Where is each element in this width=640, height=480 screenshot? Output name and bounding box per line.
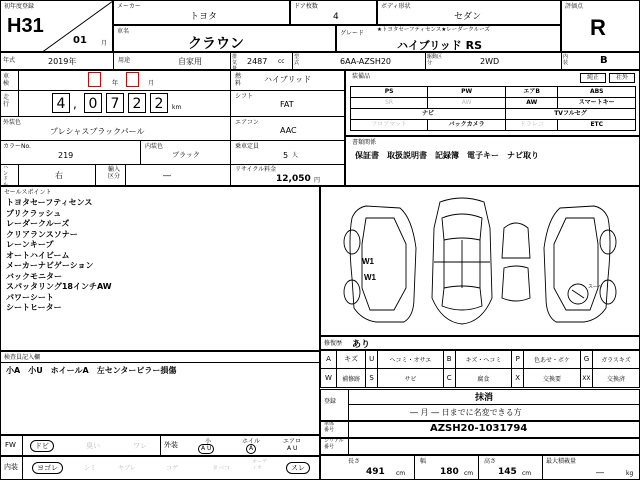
legend-desc: 交換済 (592, 369, 639, 388)
sales-item: クリアランスソナー (6, 229, 78, 239)
sales-item: スパッタリング18インチAW (6, 282, 112, 291)
len-value: 491 (366, 467, 385, 477)
mileage-digit: 2 (150, 93, 168, 113)
year-month: 01 (73, 35, 87, 46)
legend-key: C (443, 369, 455, 388)
inspector-label: 検査員記入欄 (4, 354, 41, 361)
maker-cell (113, 0, 290, 25)
model-value: 6AA-AZSH20 (340, 57, 392, 66)
hei-label: 高さ (484, 458, 497, 465)
fw-ext-top: 小 (205, 438, 212, 445)
equip-ps: PS (351, 87, 428, 98)
fuel-value: ハイブリッド (264, 75, 312, 84)
legend-key: U (366, 350, 378, 369)
mileage-digit: 0 (84, 93, 102, 113)
documents-box (345, 136, 640, 186)
equip-navi: ナビ (351, 109, 506, 120)
ac-value: AAC (280, 126, 297, 135)
cc-label: 排気量 (232, 54, 238, 72)
mileage-digit: 2 (128, 93, 146, 113)
capacity-value: 5 (283, 151, 289, 160)
inspection-month-unit: 月 (148, 80, 155, 87)
cc-value: 2487 (247, 57, 268, 66)
equipment-table (350, 86, 636, 131)
sales-item: レーンキープ (6, 240, 54, 249)
sales-item: シートヒーター (6, 303, 62, 312)
score-label: 評価点 (565, 3, 584, 10)
int-item: ヨゴレ (32, 462, 63, 474)
year-cell (0, 0, 113, 52)
registration-label: 登録 (324, 398, 337, 405)
year-era: H31 (7, 15, 44, 37)
year-diagonal (1, 1, 114, 53)
int-item: オーディオ (252, 459, 268, 471)
hei-value: 145 (498, 467, 517, 477)
nenshiki-value: 2019年 (48, 57, 77, 66)
wid-value: 180 (440, 467, 459, 477)
handle-value: 右 (55, 171, 63, 180)
equip-aw-off: AW (428, 98, 506, 109)
int-item: スレ (286, 462, 310, 474)
body-cell (377, 0, 561, 25)
load-value: ― (596, 468, 604, 477)
equip-pw: PW (428, 87, 506, 98)
int-color-label: 内装色 (145, 143, 164, 150)
repair-label: 修復歴 (324, 340, 343, 347)
chassis-value: AZSH20-1031794 (430, 423, 528, 434)
sales-item: レーダークルーズ (6, 219, 70, 228)
mileage-unit: km (172, 104, 182, 111)
legend-key: P (512, 350, 524, 369)
inspection-month-box[interactable] (126, 72, 139, 87)
fw-ext-bot: A U (287, 445, 298, 452)
legend-key: W (321, 369, 337, 388)
drive-label: 駆動区分 (427, 54, 443, 66)
mileage-digit: 4 (52, 93, 70, 113)
equip-genuine: 純正 (580, 73, 606, 83)
int-color-value: ブラック (172, 151, 200, 159)
use-label: 用途 (118, 57, 131, 64)
inspection-label: 車検 (3, 73, 10, 87)
fuel-label: 燃料 (235, 73, 242, 87)
colorno-label: カラーNo. (3, 143, 31, 150)
interior-label: 内装 (563, 54, 569, 66)
chassis-label: 車体番号 (324, 421, 335, 433)
carname-value: クラウン (188, 36, 244, 52)
inspector-notes: 小A 小U ホイールA 左センターピラー損傷 (6, 366, 177, 375)
exterior-label: 外装色 (3, 119, 22, 126)
cc-unit: cc (278, 58, 285, 65)
load-unit: kg (626, 470, 634, 477)
mileage-label: 走行 (3, 94, 10, 108)
legend-key: B (443, 350, 455, 369)
legend-desc: キズ・ヘコミ (455, 350, 512, 369)
serial-box (320, 438, 640, 455)
doors-value: 4 (333, 12, 339, 22)
equip-aw: AW (505, 98, 558, 109)
sales-item: オートハイビーム (6, 250, 70, 260)
grade-value: ハイブリッド RS (397, 39, 483, 52)
legend-key: A (321, 350, 337, 369)
carname-label: 車名 (117, 28, 130, 35)
recycle-label: リサイクル料金 (235, 166, 277, 173)
grade-label: グレード (340, 30, 365, 37)
score-cell (561, 0, 640, 52)
nenshiki-label: 年式 (3, 57, 16, 64)
use-value: 自家用 (178, 57, 202, 66)
equipment-label: 装備品 (352, 73, 371, 80)
inspection-year-box[interactable] (88, 72, 101, 87)
inspection-year-unit: 年 (112, 80, 119, 87)
sales-item: パワーシート (6, 292, 54, 302)
row-year (0, 52, 640, 70)
maker-value: トヨタ (190, 12, 218, 22)
doors-cell (290, 0, 377, 25)
legend-desc: ヘコミ・オサエ (378, 350, 444, 369)
int-item: タバコ (212, 465, 230, 472)
equip-etc: ETC (558, 120, 636, 131)
documents-label: 書類関係 (352, 139, 377, 146)
damage-legend (320, 349, 640, 388)
wid-label: 幅 (420, 458, 427, 465)
shift-value: FAT (280, 100, 294, 109)
maker-label: メーカー (117, 3, 141, 10)
doors-label: ドア枚数 (294, 3, 318, 10)
legend-key: G (580, 350, 592, 369)
equip-tv: TVフルセグ (505, 109, 635, 120)
legend-desc: 交換要 (524, 369, 581, 388)
mileage-sep: , (73, 97, 77, 111)
model-label: 型式 (294, 54, 300, 66)
month-unit: 月 (101, 40, 108, 47)
exterior-value: プレシャスブラックパール (50, 127, 145, 136)
damage-mark: W1 (362, 257, 374, 266)
body-value: セダン (454, 12, 482, 22)
serial-label: シリアル番号 (324, 438, 344, 450)
fw-ext-bot: A U (198, 444, 214, 454)
fw-item: ドビ (30, 440, 54, 452)
legend-key: XX (580, 369, 592, 388)
colorno-value: 219 (58, 151, 74, 160)
carname-cell (113, 25, 336, 52)
sales-item: バックモニター (6, 271, 62, 281)
year-label: 初年度登録 (4, 3, 35, 10)
documents-items: 保証書 取扱説明書 記録簿 電子キー ナビ取り (355, 151, 539, 160)
sales-list (6, 198, 112, 314)
fw-item: ワレ (133, 442, 147, 450)
inspector-box (0, 351, 320, 435)
equip-airbag: エアB (505, 87, 558, 98)
interior-row-label: 内装 (4, 463, 18, 471)
equip-abs: ABS (558, 87, 636, 98)
fw-ext-top: エアロ (283, 438, 302, 445)
load-label: 最大積載量 (546, 458, 577, 465)
equip-backcam: バックカメラ (428, 120, 506, 131)
handle-label: ハンドル (3, 165, 9, 188)
equip-sr: SR (351, 98, 428, 109)
shift-label: シフト (235, 93, 254, 100)
int-item: シミ (84, 465, 97, 472)
int-item: コゲ (166, 465, 179, 472)
equip-dashcam: ドラレコ (505, 120, 558, 131)
damage-mark: W1 (364, 273, 376, 282)
car-diagram (322, 188, 638, 334)
fw-label: FW (5, 441, 16, 449)
legend-desc: キズ (337, 350, 366, 369)
registration-status: 抹消 (475, 393, 494, 403)
sales-item: メーカーナビゲーション (6, 261, 94, 270)
grade-note: ★トヨタセーフティセンス★レーダークルーズ (377, 27, 490, 33)
ac-label: エアコン (235, 119, 259, 126)
sales-label: セールスポイント (4, 189, 52, 196)
sales-item: プリクラッシュ (6, 208, 62, 218)
equip-floormat: フロアマット (351, 120, 428, 131)
legend-desc: 補修跡 (337, 369, 366, 388)
interior-value: B (600, 55, 608, 66)
capacity-label: 乗車定員 (235, 143, 260, 150)
body-label: ボディ形状 (381, 3, 411, 10)
recycle-unit: 円 (314, 177, 321, 184)
wid-unit: cm (464, 470, 474, 477)
legend-key: X (512, 369, 524, 388)
mileage-digit: 7 (106, 93, 124, 113)
import-value: ― (163, 171, 171, 180)
legend-key: S (366, 369, 378, 388)
len-unit: cm (396, 470, 406, 477)
capacity-unit: 人 (292, 152, 299, 159)
legend-desc: 腐食 (455, 369, 512, 388)
drive-value: 2WD (480, 57, 500, 66)
repair-value: あり (352, 340, 371, 350)
equip-aftermarket: 社外 (609, 73, 635, 83)
diagram-note: スーパ (588, 284, 603, 290)
fw-ext-label: 外装 (164, 441, 178, 449)
import-label: 輸入区分 (108, 166, 121, 180)
legend-desc: ガラスキズ (592, 350, 639, 369)
legend-desc: 色あせ・ボケ (524, 350, 581, 369)
recycle-value: 12,050 (276, 174, 311, 184)
hei-unit: cm (522, 470, 532, 477)
registration-deadline: ― 月 ― 日までに名変できる方 (410, 408, 522, 417)
len-label: 長さ (348, 458, 361, 465)
fw-ext-bot: A (246, 444, 256, 454)
equip-smartkey: スマートキー (558, 98, 636, 109)
grade-cell (336, 25, 561, 52)
score-value: R (590, 15, 606, 40)
fw-item: 臭い (86, 442, 100, 450)
sales-item: トヨタセーフティセンス (6, 198, 93, 207)
int-item: ヤブレ (118, 465, 136, 472)
legend-desc: サビ (378, 369, 444, 388)
fw-ext-top: ホイル (242, 438, 261, 445)
